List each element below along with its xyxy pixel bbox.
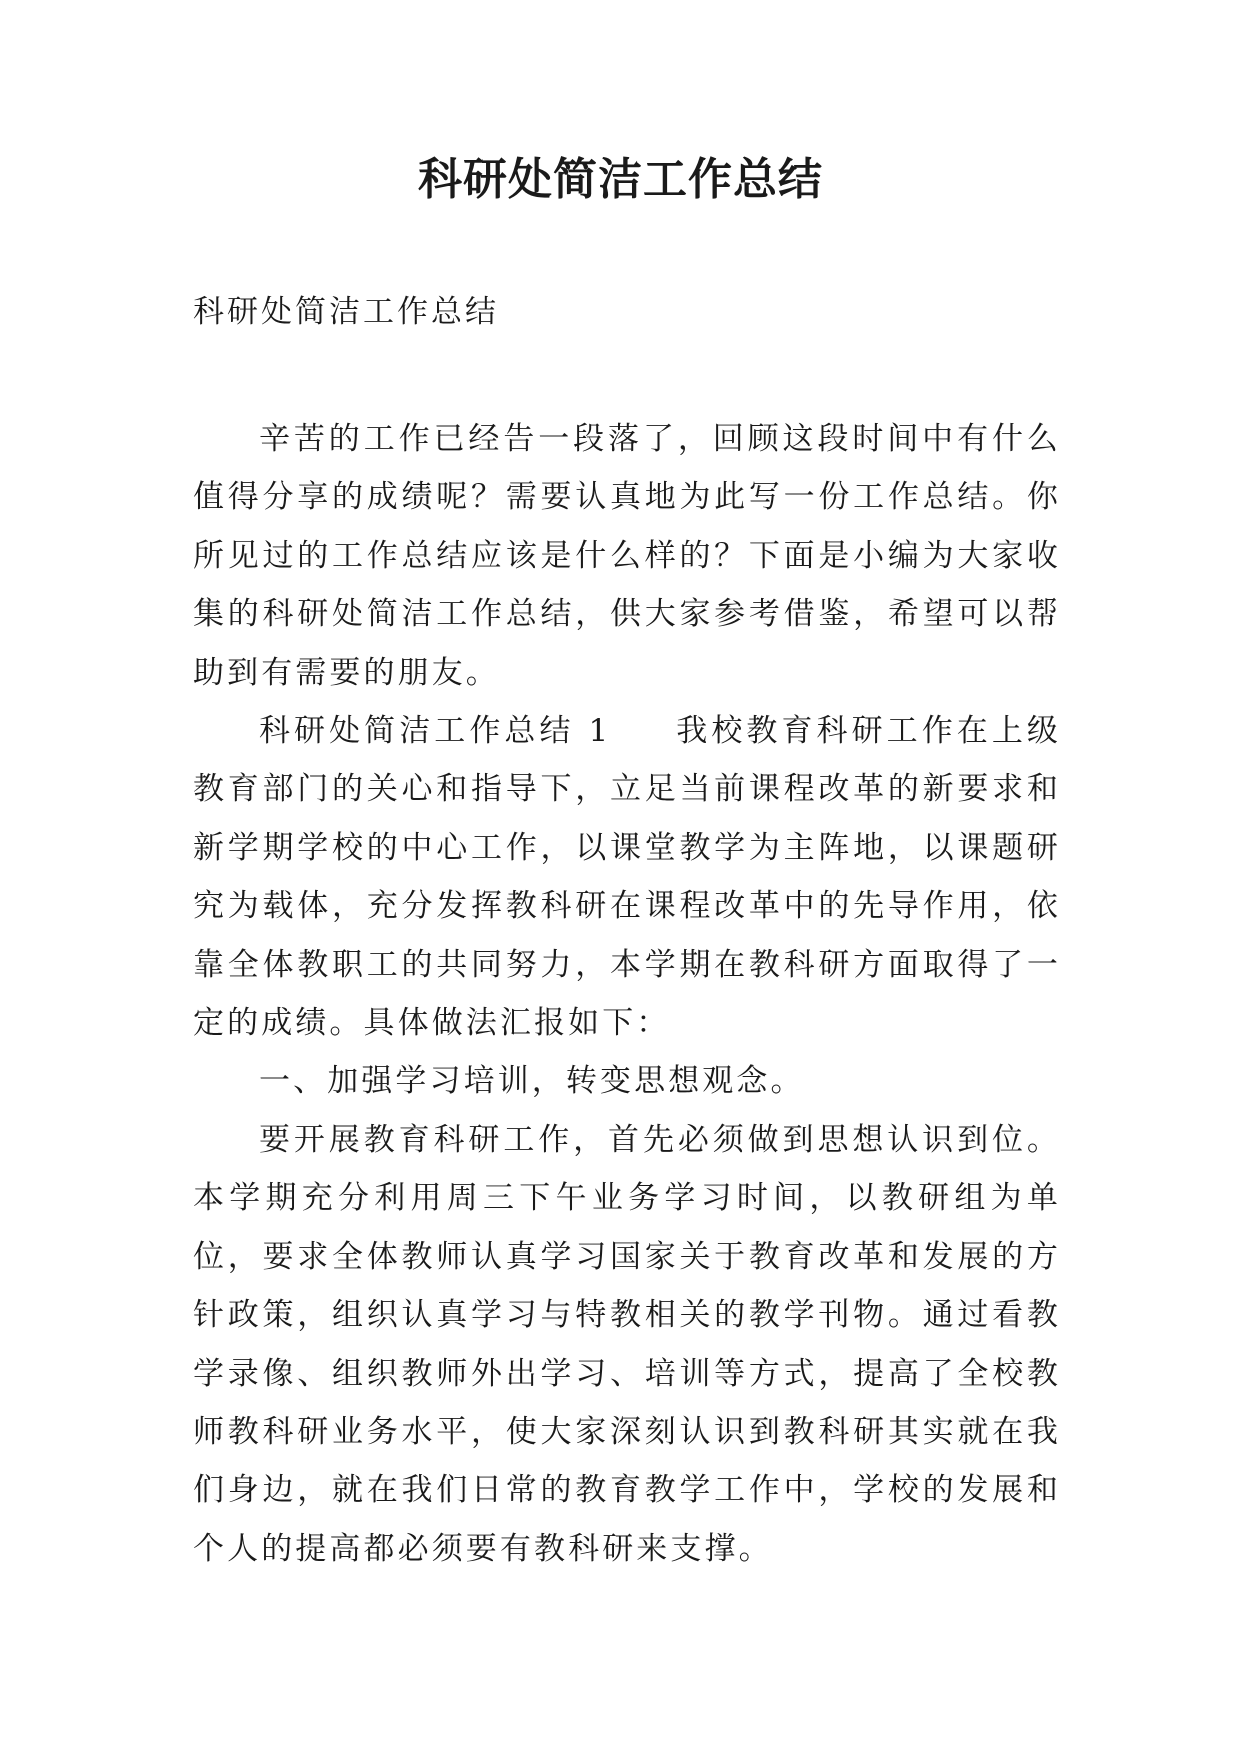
subheading-1	[193, 1052, 1061, 1110]
study-paragraph	[193, 1111, 1061, 1578]
intro-paragraph-text: 辛苦的工作已经告一段落了，回顾这段时间中有什么值得分享的成绩呢？需要认真地为此写一份工作总结。你所见过的工作总结应该是什么样的？下面是小编为大家收集的科研处简洁工作总结，供大家参考借鉴，希望可以帮助到有需要的朋友。	[193, 421, 1061, 691]
study-paragraph-text: 要开展教育科研工作，首先必须做到思想认识到位。本学期充分利用周三下午业务学习时间，以教研组为单位，要求全体教师认真学习国家关于教育改革和发展的方针政策，组织认真学习与特教相关的教学刊物。通过看教学录像、组织教师外出学习、培训等方式，提高了全校教师教科研业务水平，使大家深刻认识到教科研其实就在我们身边，就在我们日常的教育教学工作中，学校的发展和个人的提高都必须要有教科研来支撑。	[193, 1121, 1061, 1567]
section-1-heading: 科研处简洁工作总结 1	[259, 713, 612, 750]
intro-paragraph	[193, 410, 1061, 702]
document-subtitle: 科研处简洁工作总结	[193, 294, 499, 330]
document-title: 科研处简洁工作总结	[418, 154, 823, 205]
section-1-text: 我校教育科研工作在上级教育部门的关心和指导下，立足当前课程改革的新要求和新学期学校的中心工作，以课堂教学为主阵地，以课题研究为载体，充分发挥教科研在课程改革中的先导作用，依靠全体教职工的共同努力，本学期在教科研方面取得了一定的成绩。具体做法汇报如下：	[193, 713, 1061, 1042]
document-body	[193, 410, 1061, 1578]
section-1-paragraph	[193, 702, 1061, 1052]
subheading-1-text: 一、加强学习培训，转变思想观念。	[259, 1063, 805, 1100]
